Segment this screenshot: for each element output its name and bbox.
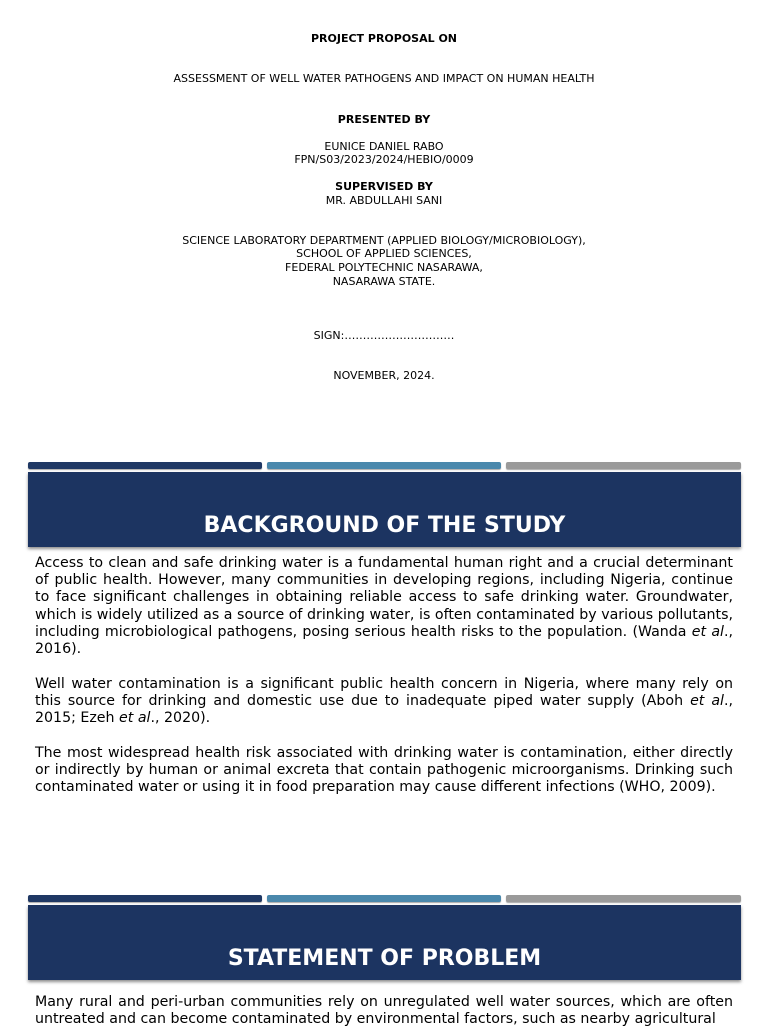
- state-line: NASARAWA STATE.: [332, 275, 436, 288]
- background-title: BACKGROUND OF THE STUDY: [203, 513, 566, 538]
- department-line: SCIENCE LABORATORY DEPARTMENT (APPLIED BIOLOGY/MICROBIOLOGY),: [182, 234, 586, 247]
- proposal-date: NOVEMBER, 2024.: [333, 369, 435, 382]
- background-paragraph-3: The most widespread health risk associated with drinking water is contamination, either directly or indirectly by human or animal excreta that contain pathogenic microorganisms. Drinking such contaminated water or using it in food preparation may cause different infections (WHO, 2009).: [35, 745, 733, 796]
- institution-line: FEDERAL POLYTECHNIC NASARAWA,: [285, 261, 483, 274]
- bar-grey: [506, 462, 741, 469]
- student-name: EUNICE DANIEL RABO: [324, 140, 444, 153]
- background-paragraph-1: Access to clean and safe drinking water is a fundamental human right and a crucial determinant of public health. However, many communities in developing regions, including Nigeria, continue to face significant challenges in obtaining reliable access to safe drinking water. Groundwater, which is widely utilized as a source of drinking water, is often contaminated by various pollutants, including microbiological pathogens, posing serious health risks to the population. (Wanda et al., 2016).: [35, 555, 733, 658]
- bar-navy: [28, 462, 262, 469]
- problem-title: STATEMENT OF PROBLEM: [227, 946, 542, 971]
- bar-grey: [506, 895, 741, 902]
- problem-paragraph-1: Many rural and peri-urban communities rely on unregulated well water sources, which are often untreated and can become contaminated by environmental factors, such as nearby agricultural: [35, 994, 733, 1028]
- background-paragraph-2: Well water contamination is a significant public health concern in Nigeria, where many rely on this source for drinking and domestic use due to inadequate piped water supply (Aboh et al., 2015; Ezeh et al., 2020).: [35, 676, 734, 727]
- bar-blue: [267, 895, 501, 902]
- decorative-bars: [28, 462, 741, 469]
- proposal-heading: PROJECT PROPOSAL ON: [310, 32, 458, 45]
- background-banner: [28, 472, 741, 547]
- school-line: SCHOOL OF APPLIED SCIENCES,: [296, 247, 472, 260]
- bar-blue: [267, 462, 501, 469]
- supervised-by-label: SUPERVISED BY: [335, 180, 433, 193]
- student-id: FPN/S03/2023/2024/HEBIO/0009: [294, 153, 474, 166]
- presented-by-label: PRESENTED BY: [337, 113, 431, 126]
- bar-navy: [28, 895, 262, 902]
- supervisor-name: MR. ABDULLAHI SANI: [325, 194, 443, 207]
- decorative-bars-2: [28, 895, 741, 902]
- signature-line: SIGN:…………………………: [313, 329, 455, 342]
- problem-banner: [28, 905, 741, 980]
- project-topic: ASSESSMENT OF WELL WATER PATHOGENS AND IMPACT ON HUMAN HEALTH: [173, 72, 595, 85]
